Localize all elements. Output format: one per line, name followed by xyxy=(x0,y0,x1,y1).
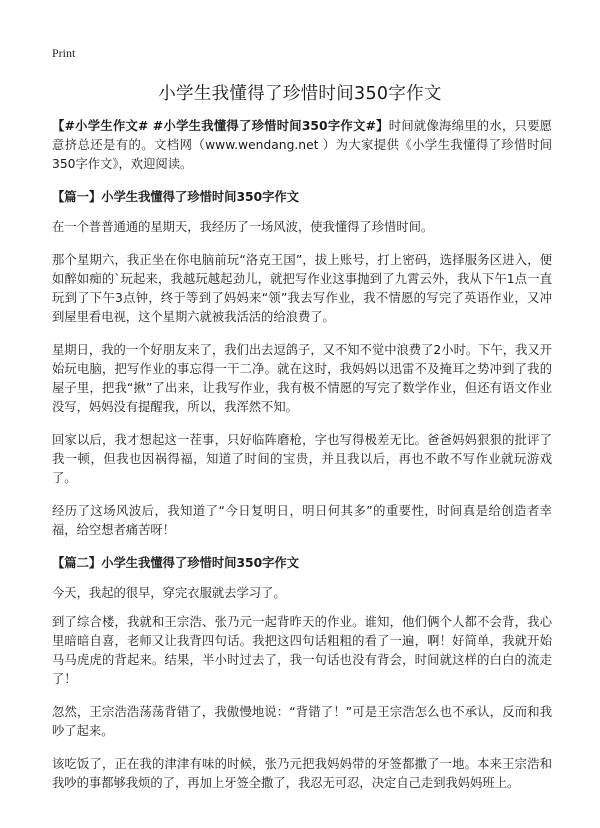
section-2-heading: 【篇二】小学生我懂得了珍惜时间350字作文 xyxy=(52,556,300,570)
section-1-paragraph: 那个星期六，我正坐在你电脑前玩“洛克王国”，拔上账号，打上密码，选择服务区进入，便如醉如痴的`玩起来，我越玩越起劲儿，就把写作业这事抛到了九霄云外，我从下午1点一直玩到了下午3点钟，终于等到了妈妈来“领”我去写作业，我不情愿的写完了英语作业，又冲到屋里看电视，这个星期六就被我活活的给浪费了。 xyxy=(52,253,552,324)
section-2-paragraph: 今天，我起的很早，穿完衣服就去学习了。 xyxy=(52,586,286,600)
section-1-heading: 【篇一】小学生我懂得了珍惜时间350字作文 xyxy=(52,190,300,204)
page-title: 小学生我懂得了珍惜时间350字作文 xyxy=(158,84,442,104)
section-1-paragraph: 星期日，我的一个好朋友来了，我们出去逗鸽子，又不知不觉中浪费了2小时。下午，我又开始玩电脑，把写作业的事忘得一干二净。就在这时，我妈妈以迅雷不及掩耳之势冲到了我的屋子里，把我“揪”了出来，让我写作业，我有极不情愿的写完了数学作业，但还有语文作业没写，妈妈没有提醒我，所以，我浑然不知。 xyxy=(52,343,552,414)
section-1-paragraph: 经历了这场风波后，我知道了“今日复明日，明日何其多”的重要性，时间真是给创造者幸福，给空想者痛苦呀！ xyxy=(52,504,552,537)
print-label[interactable]: Print xyxy=(52,46,76,60)
section-2-paragraph: 忽然，王宗浩浩荡荡背错了，我傲慢地说：“背错了！”可是王宗浩怎么也不承认，反而和我吵了起来。 xyxy=(52,705,552,738)
section-1-paragraph: 在一个普普通通的星期天，我经历了一场风波，使我懂得了珍惜时间。 xyxy=(52,220,434,234)
section-2-paragraph: 到了综合楼，我就和王宗浩、张乃元一起背昨天的作业。谁知，他们俩个人都不会背，我心里暗暗自喜，老师又让我背四句话。我把这四句话粗粗的看了一遍，啊！好简单，我就开始马马虎虎的背起来。结果，半小时过去了，我一句话也没有背会，时间就这样的白白的流走了！ xyxy=(52,615,552,686)
intro-paragraph xyxy=(52,117,552,174)
intro-tag: 【#小学生作文# #小学生我懂得了珍惜时间350字作文#】 xyxy=(52,119,389,133)
section-1-paragraph: 回家以后，我才想起这一茬事，只好临阵磨枪，字也写得极差无比。爸爸妈妈狠狠的批评了我一顿，但我也因祸得福，知道了时间的宝贵，并且我以后，再也不敢不写作业就玩游戏了。 xyxy=(52,433,552,485)
intro-text: 时间就像海绵里的水，只要愿意挤总还是有的。文档网（www.wendang.net ）为大家提供《小学生我懂得了珍惜时间350字作文》，欢迎阅读。 xyxy=(52,119,552,171)
article-body xyxy=(52,117,552,807)
section-2-paragraph: 该吃饭了，正在我的津津有味的时候，张乃元把我妈妈带的牙签都撒了一地。本来王宗浩和我吵的事都够我烦的了，再加上牙签全撒了，我忍无可忍，决定自己走到我妈妈班上。 xyxy=(52,757,552,790)
